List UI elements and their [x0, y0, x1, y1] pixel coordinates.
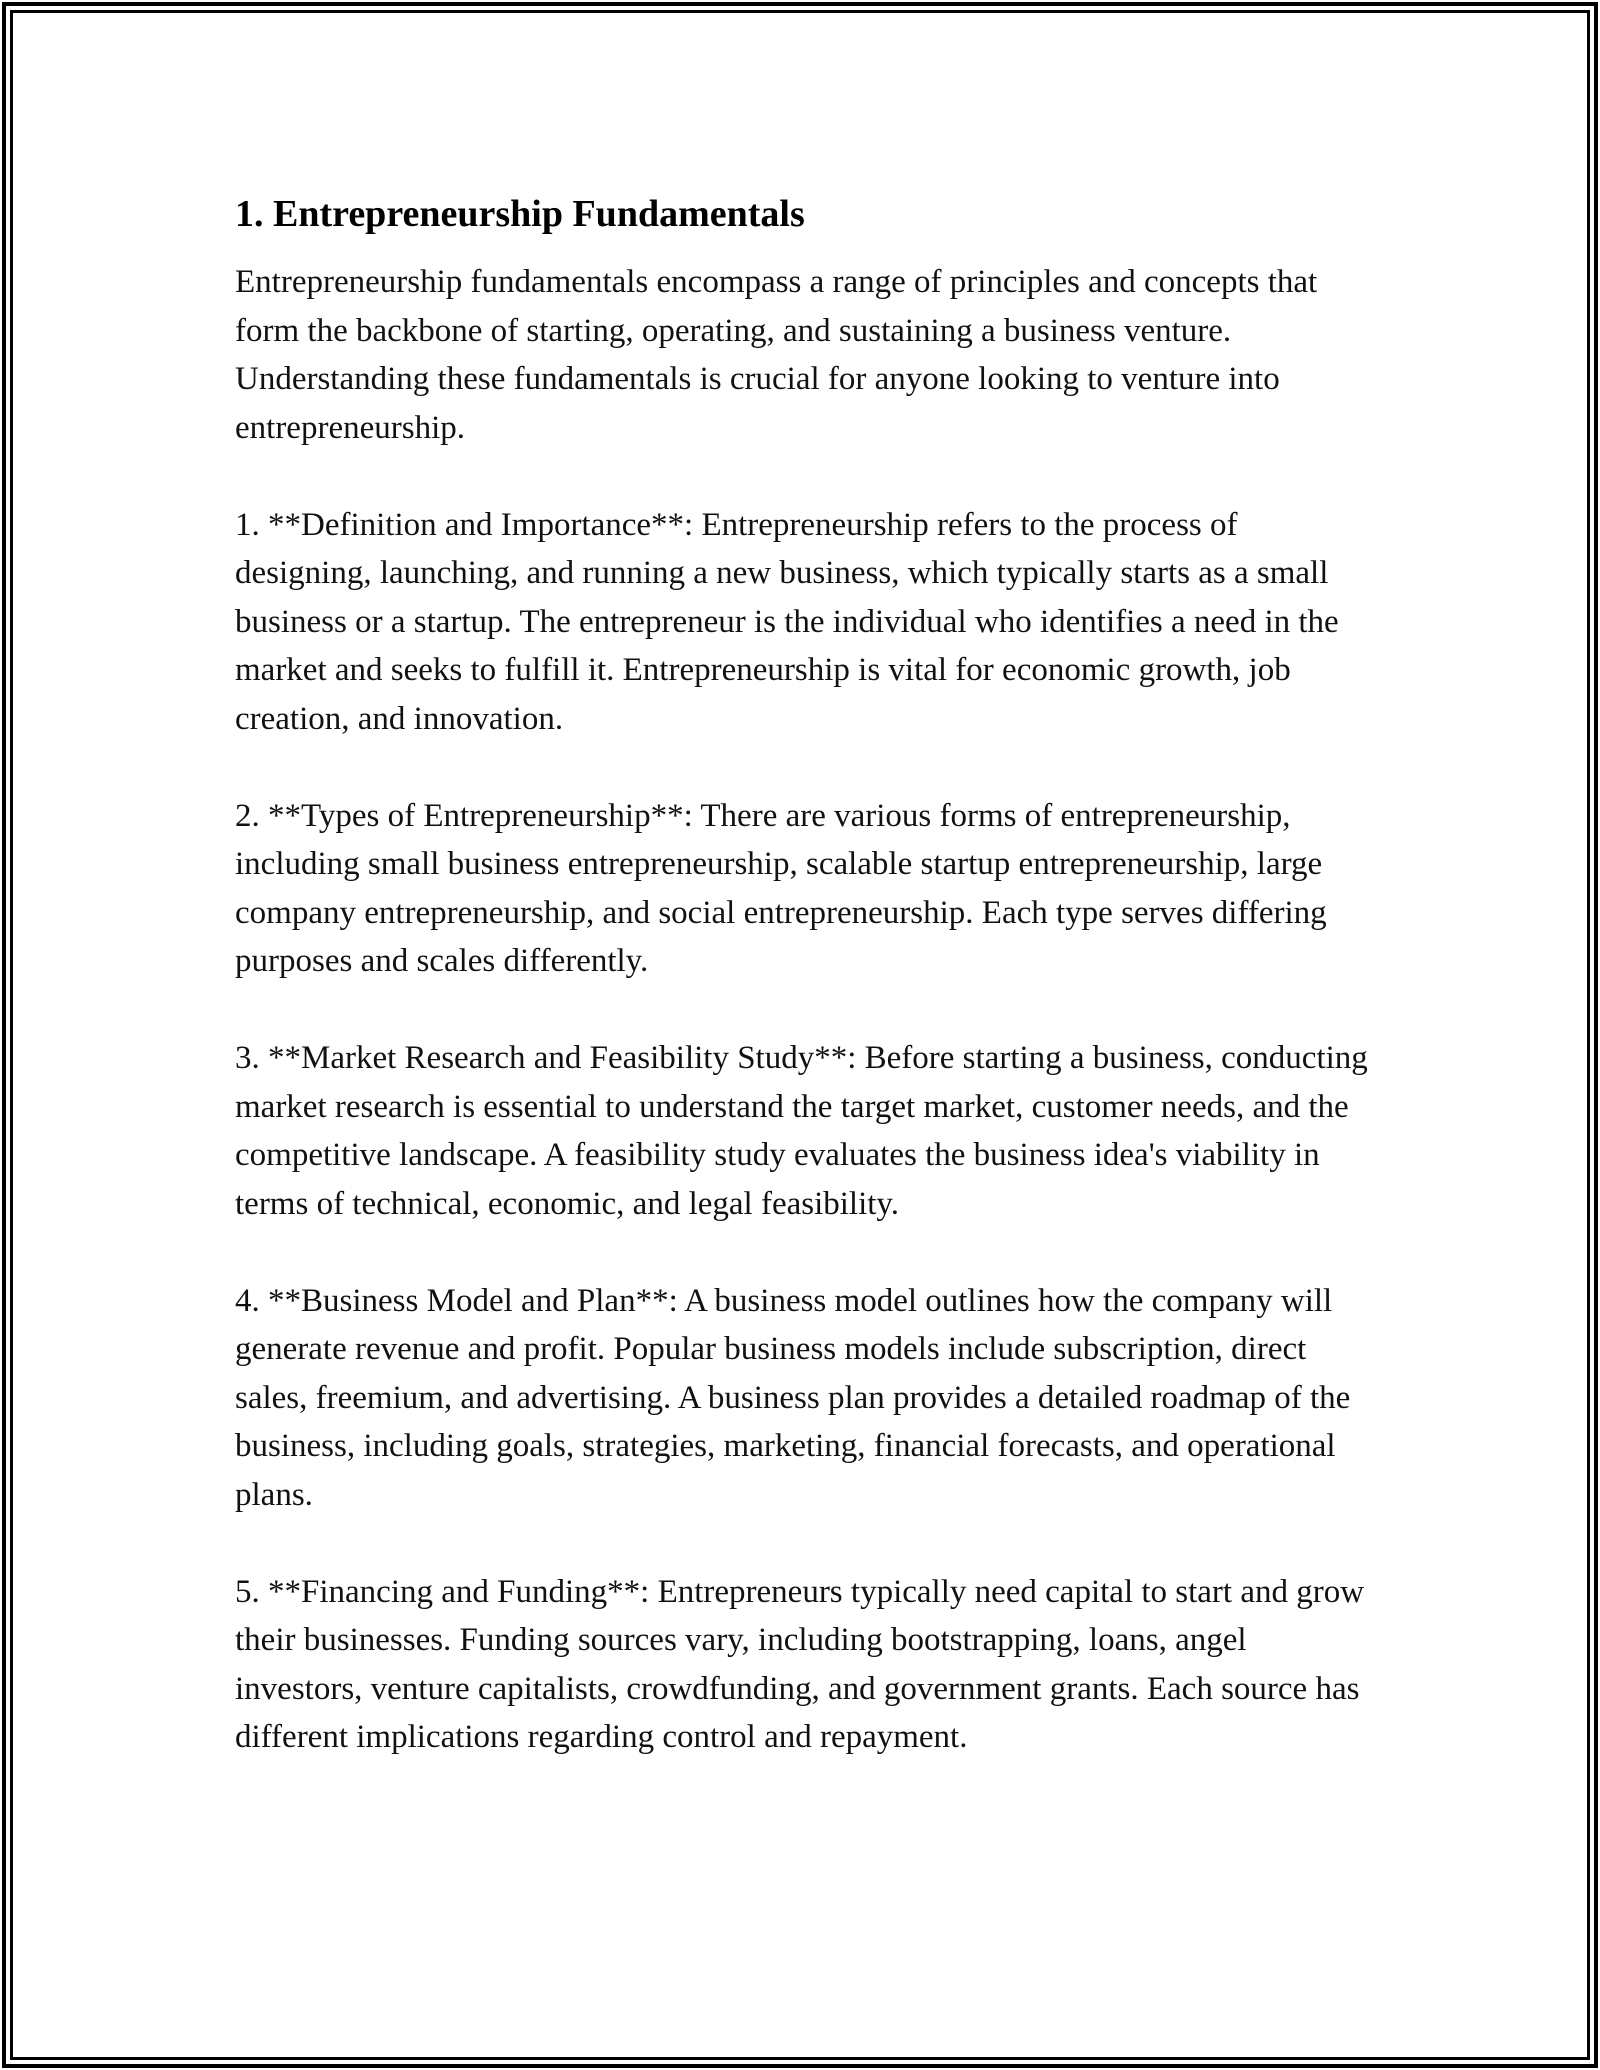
- paragraph-definition-importance: 1. **Definition and Importance**: Entrepreneurship refers to the process of designing, launching, and running a new business, which typically starts as a small business or a startup. The entrepreneur is the individual who identifies a need in the market and seeks to fulfill it. Entrepreneurship is vital for economic growth, job creation, and innovation.: [235, 506, 1339, 737]
- intro-paragraph: Entrepreneurship fundamentals encompass a range of principles and concepts that form the backbone of starting, operating, and sustaining a business venture. Understanding these fundamentals is crucial for anyone looking to venture into entrepreneurship.: [235, 264, 1318, 446]
- section-heading: 1. Entrepreneurship Fundamentals: [235, 193, 805, 235]
- document-body: [235, 186, 1370, 1810]
- paragraph-financing-funding: 5. **Financing and Funding**: Entrepreneurs typically need capital to start and grow their businesses. Funding sources vary, including bootstrapping, loans, angel investors, venture capitalists, crowdfunding, and government grants. Each source has different implications regarding control and repayment.: [235, 1573, 1365, 1755]
- paragraph-business-model: 4. **Business Model and Plan**: A business model outlines how the company will generate revenue and profit. Popular business models include subscription, direct sales, freemium, and advertising. A business plan provides a detailed roadmap of the business, including goals, strategies, marketing, financial forecasts, and operational plans.: [235, 1282, 1351, 1513]
- paragraph-types-of-entrepreneurship: 2. **Types of Entrepreneurship**: There are various forms of entrepreneurship, including small business entrepreneurship, scalable startup entrepreneurship, large company entrepreneurship, and social entrepreneurship. Each type serves differing purposes and scales differently.: [235, 797, 1327, 979]
- paragraph-market-research: 3. **Market Research and Feasibility Study**: Before starting a business, conducting market research is essential to understand the target market, customer needs, and the competitive landscape. A feasibility study evaluates the business idea's viability in terms of technical, economic, and legal feasibility.: [235, 1040, 1368, 1222]
